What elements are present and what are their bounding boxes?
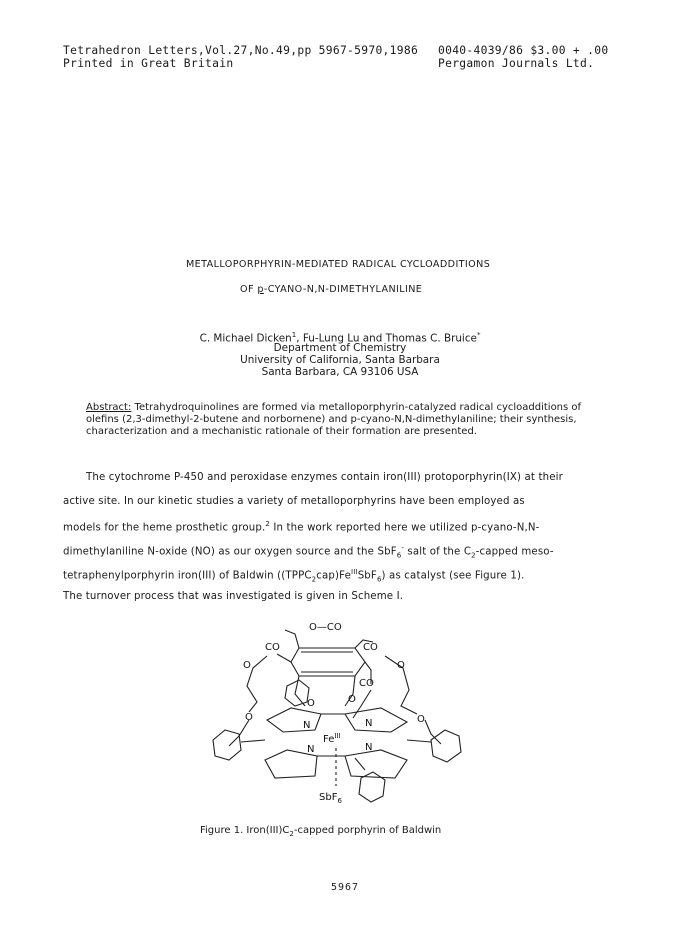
article-code: 0040-4039/86 $3.00 + .00 xyxy=(438,44,609,57)
label-o-3: O xyxy=(245,712,253,723)
publisher: Pergamon Journals Ltd. xyxy=(438,57,595,70)
author-department: Department of Chemistry xyxy=(273,342,407,354)
cap-benzene-ring xyxy=(291,648,365,676)
page-number: 5967 xyxy=(331,882,360,893)
body-line-2: active site. In our kinetic studies a variety of metalloporphyrins have been employed as xyxy=(63,496,525,507)
label-n-4: N xyxy=(365,742,373,753)
title-line-1: METALLOPORPHYRIN-MEDIATED RADICAL CYCLOADDITIONS xyxy=(186,259,491,270)
body-line-6: The turnover process that was investigated is given in Scheme I. xyxy=(63,591,404,602)
label-o-5: O xyxy=(307,698,315,709)
label-co-right: CO xyxy=(363,642,378,653)
label-co-mid: CO xyxy=(359,678,374,689)
body-line-5: tetraphenylporphyrin iron(III) of Baldwin $((TPPC_2cap)Fe^{III}SbF_6)$ as catalyst (see Figure 1). xyxy=(63,568,525,584)
figure-caption: Figure 1. $Iron(III)C_2$-capped porphyrin of Baldwin xyxy=(200,825,442,838)
label-n-3: N xyxy=(307,744,315,755)
journal-citation: Tetrahedron Letters,Vol.27,No.49,pp 5967-5970,1986 xyxy=(63,44,419,57)
label-fe: $Fe^{III}$ xyxy=(323,732,341,745)
label-o-6: O xyxy=(348,694,356,705)
label-co-left: CO xyxy=(265,642,280,653)
body-line-3: models for the heme prosthetic group.$^2$ In the work reported here we utilized p-cyano-N,N- xyxy=(63,520,540,534)
label-n-1: N xyxy=(303,720,311,731)
body-line-1: The cytochrome P-450 and peroxidase enzymes contain iron(III) protoporphyrin(IX) at their xyxy=(86,472,563,483)
author-names: C. Michael Dicken$^1$, Fu-Lung Lu and Thomas C. Bruice* xyxy=(199,331,481,345)
author-university: University of California, Santa Barbara xyxy=(240,354,440,366)
abstract: Abstract: Tetrahydroquinolines are formed via metalloporphyrin-catalyzed radical cycloadditions of olefins (2,3-dimethyl-2-butene and norbornene) and p-cyano-N,N-dimethylaniline; their synthesis, characterization and a mechanistic rationale of their formation are presented. xyxy=(86,402,582,437)
label-n-2: N xyxy=(365,718,373,729)
body-line-4: dimethylaniline N-oxide (NO) as our oxygen source and the SbF$_6$- salt of the $C_2$-capped meso- xyxy=(63,544,554,560)
label-sbf6: SbF$_6$ xyxy=(319,792,342,805)
label-o-2: O xyxy=(397,660,405,671)
printed-location: Printed in Great Britain xyxy=(63,57,234,70)
label-o-4: O xyxy=(417,714,425,725)
title-line-2: OF p-CYANO-N,N-DIMETHYLANILINE xyxy=(240,284,423,295)
label-o-1: O xyxy=(243,660,251,671)
left-phenyl-ring xyxy=(213,730,241,760)
label-o-co: O—CO xyxy=(309,622,342,633)
right-phenyl-ring xyxy=(431,730,461,762)
author-address: Santa Barbara, CA 93106 USA xyxy=(261,366,419,378)
capped-porphyrin-structure xyxy=(195,610,485,810)
